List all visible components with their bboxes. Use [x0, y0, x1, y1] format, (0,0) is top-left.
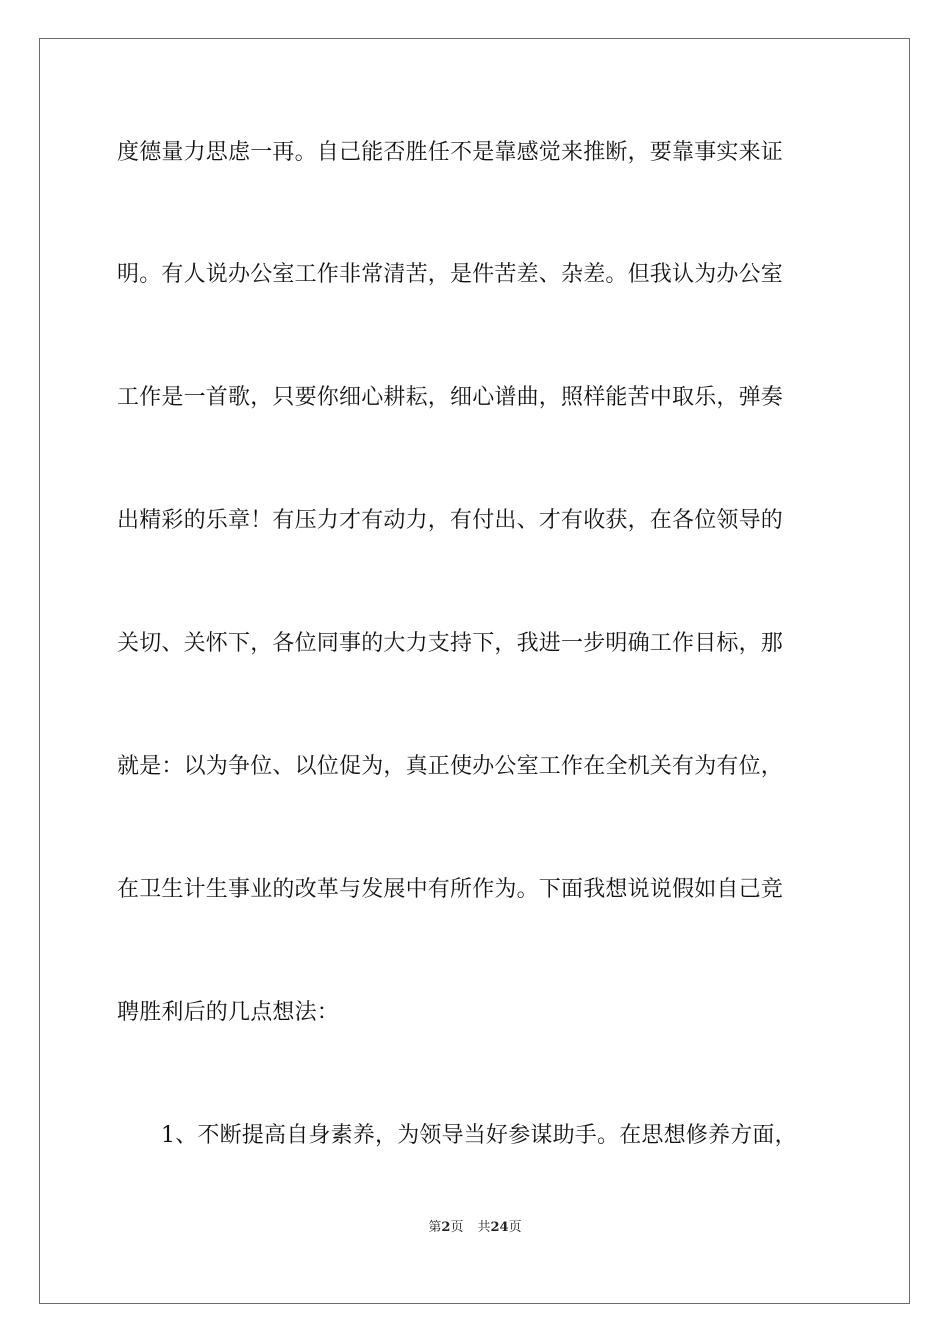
page-border [39, 38, 910, 1304]
body-text-line-4: 出精彩的乐章！有压力才有动力，有付出、才有收获，在各位领导的 [117, 508, 784, 533]
page-number: 2 [441, 1220, 451, 1235]
total-suffix: 页 [508, 1220, 522, 1235]
body-text-line-9: 1、不断提高自身素养，为领导当好参谋助手。在思想修养方面， [161, 1123, 797, 1148]
body-text-line-7: 在卫生计生事业的改革与发展中有所作为。下面我想说说假如自己竞 [117, 877, 784, 902]
body-text-line-5: 关切、关怀下，各位同事的大力支持下，我进一步明确工作目标，那 [117, 631, 784, 656]
total-pages: 24 [490, 1220, 509, 1235]
body-text-line-2: 明。有人说办公室工作非常清苦，是件苦差、杂差。但我认为办公室 [117, 262, 784, 287]
body-text-line-6: 就是：以为争位、以位促为，真正使办公室工作在全机关有为有位， [117, 754, 784, 779]
page-suffix: 页 [450, 1220, 464, 1235]
body-text-line-8: 聘胜利后的几点想法： [117, 1000, 340, 1025]
body-text-line-1: 度德量力思虑一再。自己能否胜任不是靠感觉来推断，要靠事实来证 [117, 140, 784, 165]
page-prefix: 第 [428, 1220, 442, 1235]
total-prefix: 共 [477, 1220, 491, 1235]
body-text-line-3: 工作是一首歌，只要你细心耕耘，细心谱曲，照样能苦中取乐，弹奏 [117, 385, 784, 410]
page-footer [0, 1219, 950, 1237]
